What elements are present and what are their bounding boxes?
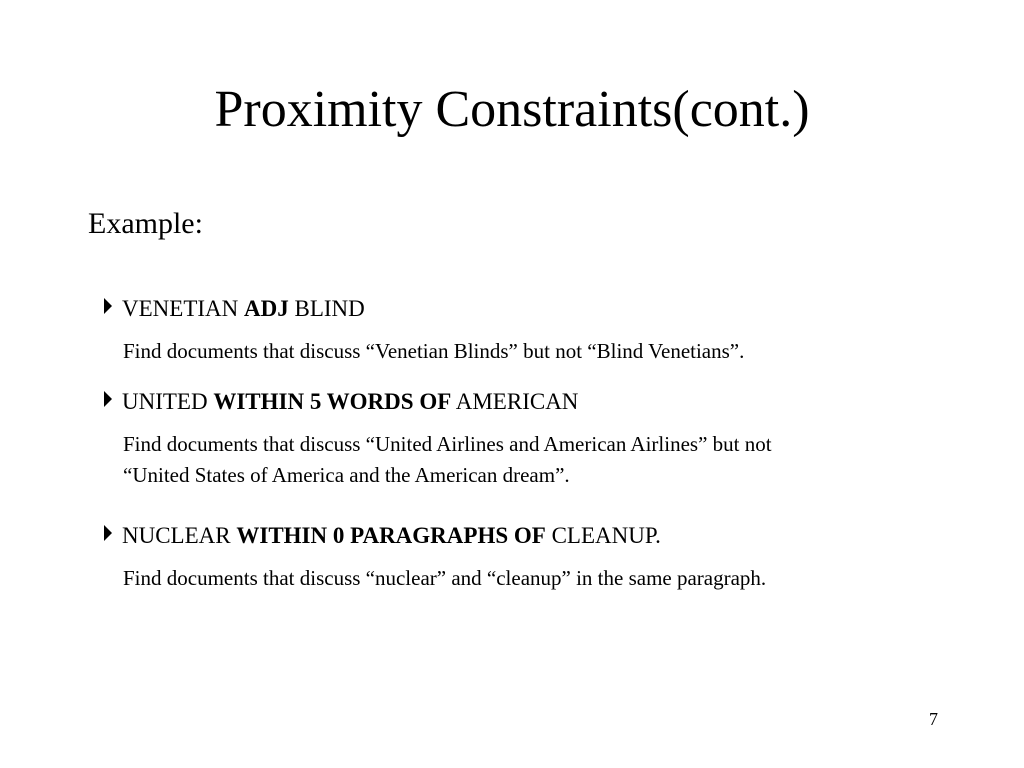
item-heading xyxy=(100,387,980,417)
item-description xyxy=(123,429,980,491)
description-line: Find documents that discuss “Venetian Blinds” but not “Blind Venetians”. xyxy=(123,339,745,363)
right-triangle-bullet-icon xyxy=(104,525,112,541)
heading-text: BLIND xyxy=(288,296,365,321)
list-item xyxy=(100,294,980,367)
right-triangle-bullet-icon xyxy=(104,298,112,314)
heading-text: AMERICAN xyxy=(451,389,579,414)
operator-text: WITHIN 0 PARAGRAPHS OF xyxy=(236,523,546,548)
list-item xyxy=(100,521,980,594)
description-line: Find documents that discuss “United Airlines and American Airlines” but not xyxy=(123,432,772,456)
slide-title: Proximity Constraints(cont.) xyxy=(214,81,810,138)
heading-text: CLEANUP. xyxy=(545,523,661,548)
page-number: 7 xyxy=(929,709,938,729)
item-description xyxy=(123,336,980,367)
description-line: Find documents that discuss “nuclear” and “cleanup” in the same paragraph. xyxy=(123,566,767,590)
example-label: Example: xyxy=(88,207,203,240)
item-heading xyxy=(100,294,980,324)
right-triangle-bullet-icon xyxy=(104,391,112,407)
list-item xyxy=(100,387,980,491)
operator-text: WITHIN 5 WORDS OF xyxy=(213,389,452,414)
item-heading xyxy=(100,521,980,551)
heading-text: UNITED xyxy=(122,389,214,414)
heading-text: VENETIAN xyxy=(122,296,244,321)
heading-text: NUCLEAR xyxy=(122,523,237,548)
operator-text: ADJ xyxy=(244,296,289,321)
description-line: “United States of America and the American dream”. xyxy=(123,463,570,487)
item-description xyxy=(123,563,980,594)
